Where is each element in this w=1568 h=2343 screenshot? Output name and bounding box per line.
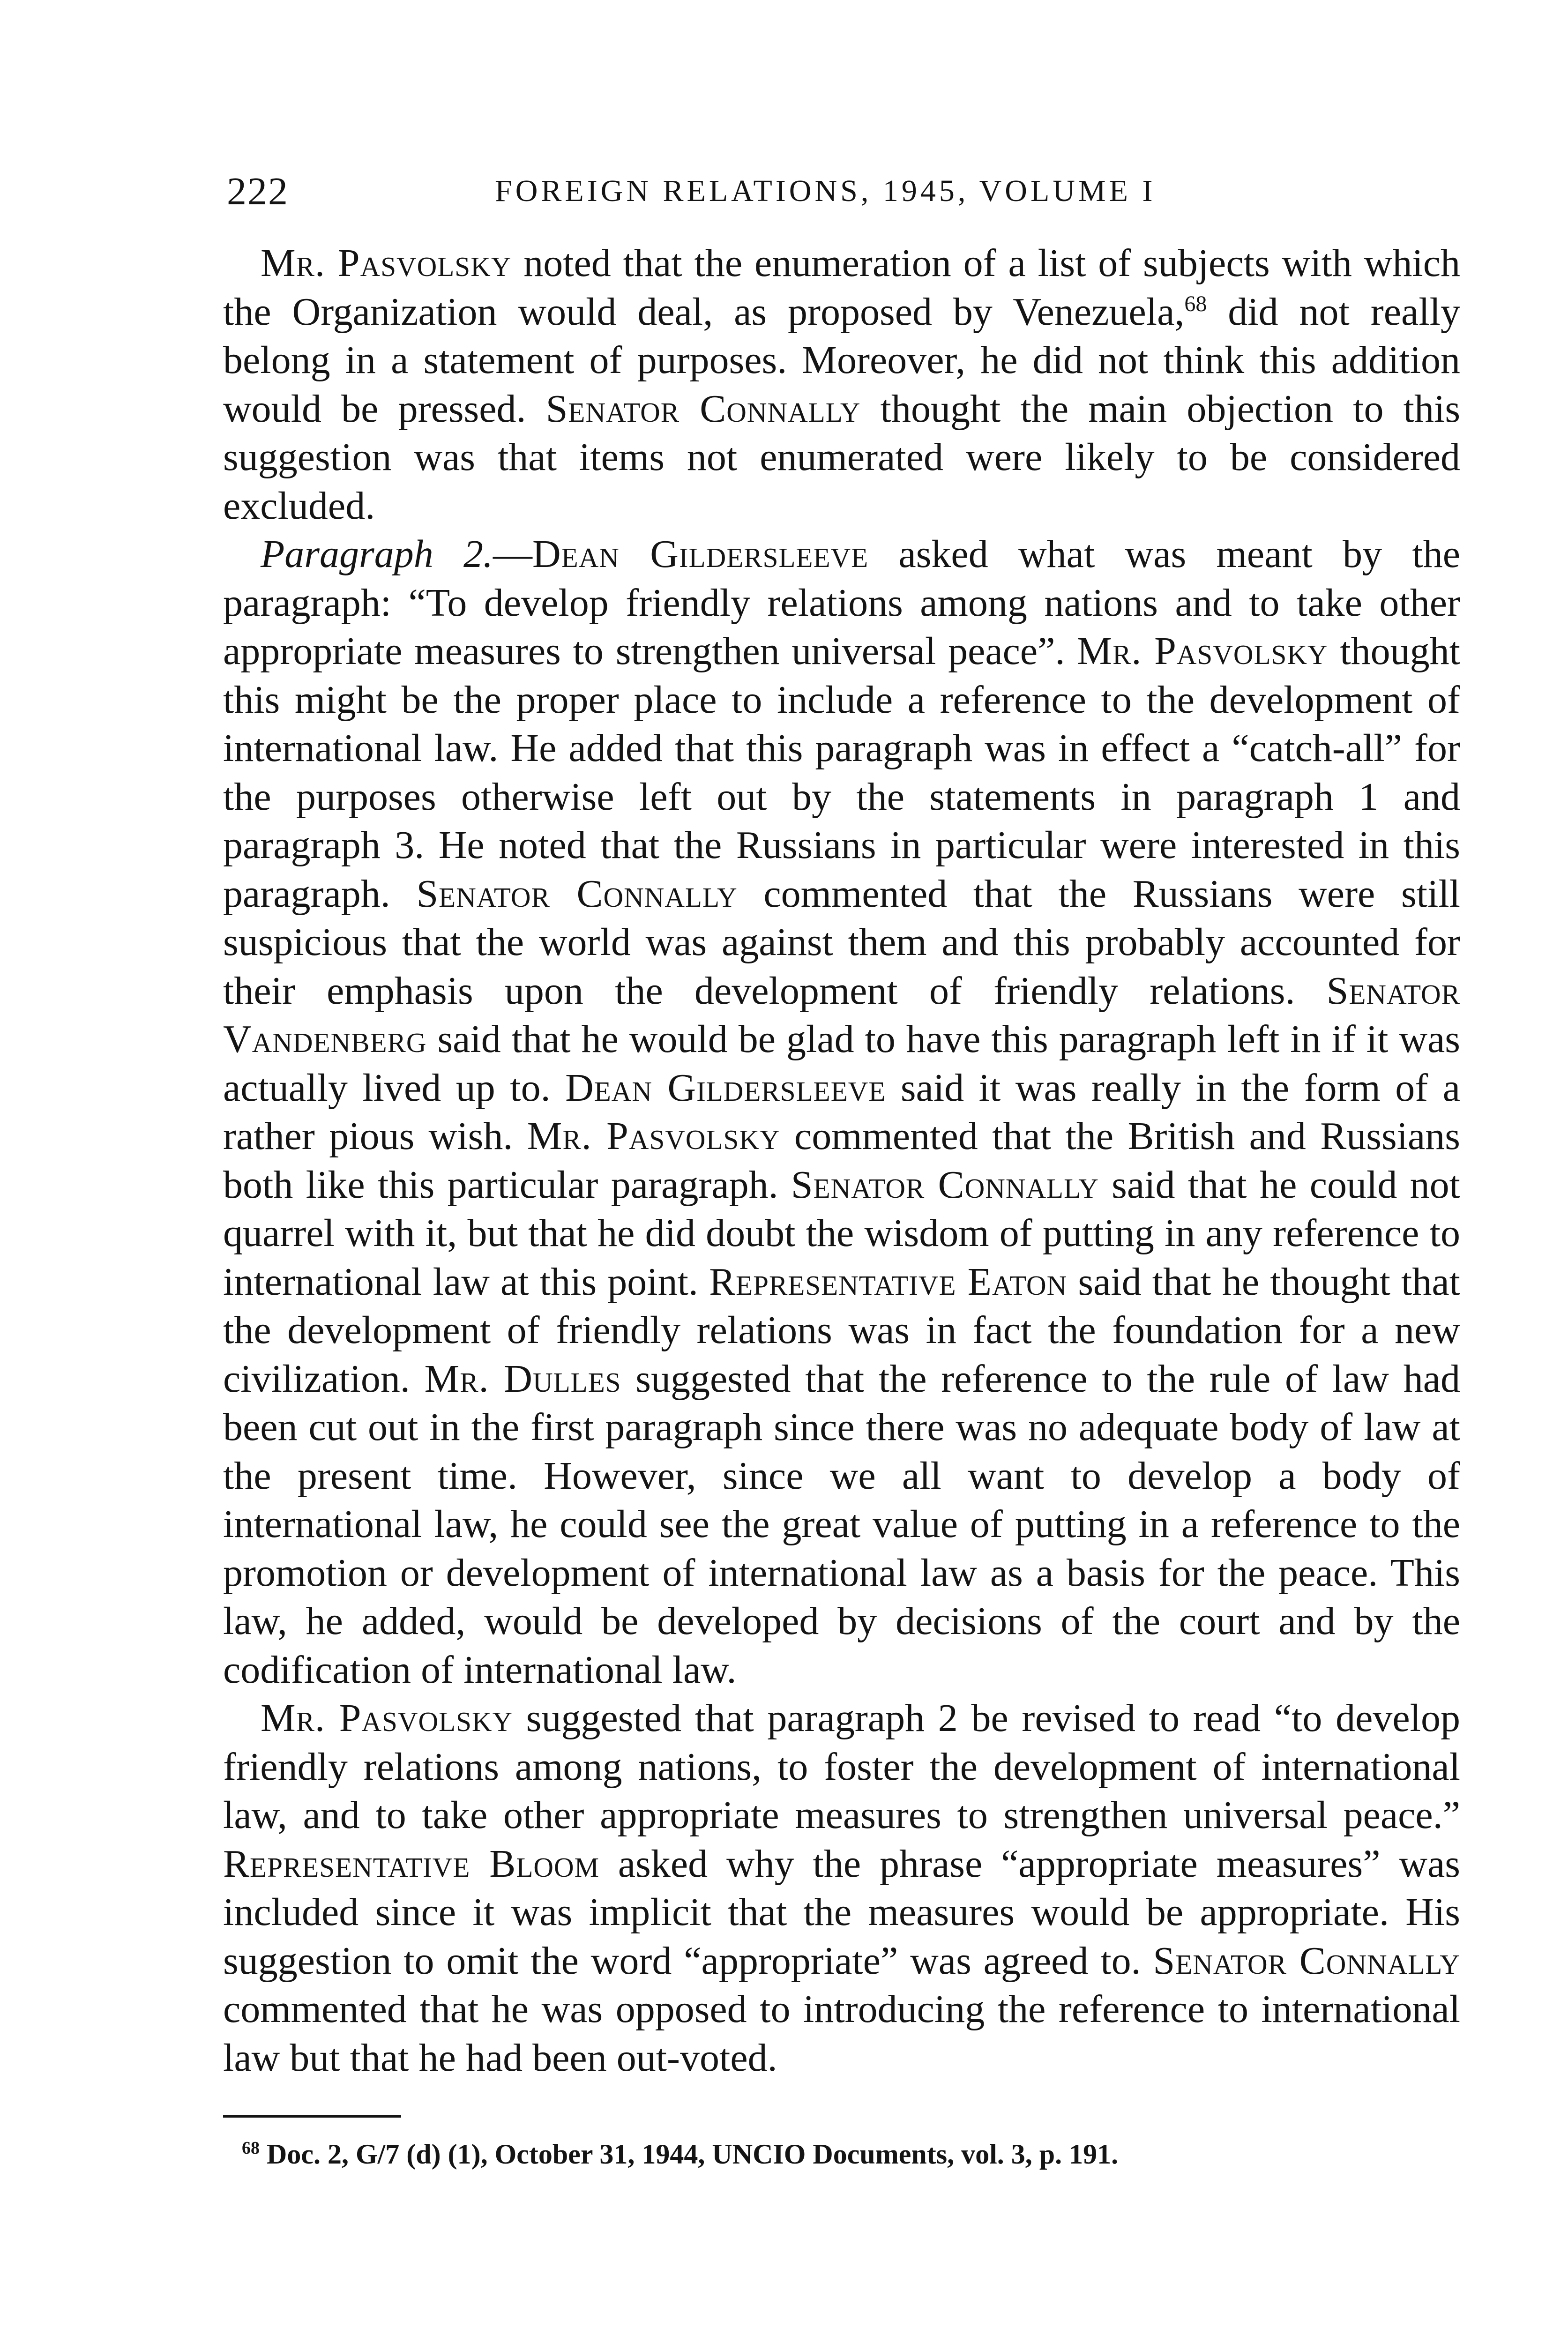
speaker-name: Mr. Pasvolsky — [527, 1114, 780, 1158]
paragraph-text: noted that the enumeration of a list of subjects with which the Organization would deal, as proposed by Venezuela, — [223, 241, 1460, 334]
speaker-name: Representative Bloom — [223, 1842, 600, 1886]
paragraph-revision-suggestion — [223, 1694, 1460, 2082]
paragraph-text: said that he thought that the development of friendly relations was in fact the foundation for a new civilization. — [223, 1260, 1460, 1401]
em-dash: — — [493, 532, 532, 576]
paragraph-text: commented that the British and Russians both like this particular paragraph. — [223, 1114, 1460, 1207]
speaker-name: Senator Vandenberg — [223, 969, 1460, 1061]
speaker-name: Mr. Pasvolsky — [261, 1696, 513, 1740]
speaker-name: Mr. Pasvolsky — [261, 241, 512, 285]
page-body — [223, 169, 1460, 2173]
paragraph-text: asked why the phrase “appropriate measures” was included since it was implicit that the measures would be appropriate. His suggestion to omit the word “appropriate” was agreed to. — [223, 1842, 1460, 1983]
speaker-name: Dean Gildersleeve — [565, 1066, 886, 1110]
running-header — [223, 169, 1460, 220]
paragraph-text: did not really belong in a statement of purposes. Moreover, he did not think this addition would be pressed. — [223, 290, 1461, 431]
footnote-divider — [223, 2115, 401, 2118]
section-heading: Paragraph 2. — [261, 532, 493, 576]
page-number: 222 — [227, 170, 289, 213]
paragraph-text: asked what was meant by the paragraph: “To develop friendly relations among nations and to take other appropriate measures to strengthen universal peace”. — [223, 532, 1460, 673]
speaker-name: Dean Gildersleeve — [532, 532, 869, 576]
paragraph-paragraph-2-discussion — [223, 530, 1460, 1694]
paragraph-text: thought this might be the proper place to include a reference to the development of international law. He added that this paragraph was in effect a “catch-all” for the purposes otherwise left out by the statements in paragraph 1 and paragraph 3. He noted that the Russians in particular were interested in this paragraph. — [223, 629, 1460, 916]
paragraph-text: said it was really in the form of a rather pious wish. — [223, 1066, 1460, 1158]
running-title: FOREIGN RELATIONS, 1945, VOLUME I — [495, 174, 1156, 208]
speaker-name: Senator Connally — [1153, 1939, 1460, 1983]
speaker-name: Mr. Dulles — [424, 1357, 621, 1401]
footnote — [223, 2135, 1460, 2173]
paragraph-text: commented that he was opposed to introducing the reference to international law but that he had been out-voted. — [223, 1987, 1460, 2080]
speaker-name: Senator Connally — [545, 387, 861, 431]
speaker-name: Representative Eaton — [709, 1260, 1068, 1304]
paragraph-text: thought the main objection to this suggestion was that items not enumerated were likely to be considered excluded. — [223, 387, 1461, 528]
paragraph-pasvolsky-enumeration — [223, 239, 1460, 530]
speaker-name: Senator Connally — [791, 1163, 1099, 1207]
speaker-name: Mr. Pasvolsky — [1077, 629, 1328, 673]
footnote-mark: 68 — [242, 2138, 260, 2158]
paragraph-text: suggested that paragraph 2 be revised to read “to develop friendly relations among nations, to foster the development of international law, and to take other appropriate measures to strengthen universal peace.” — [223, 1696, 1460, 1837]
paragraph-text: said that he would be glad to have this paragraph left in if it was actually lived up to. — [223, 1017, 1460, 1110]
speaker-name: Senator Connally — [416, 872, 738, 916]
footnote-text: Doc. 2, G/7 (d) (1), October 31, 1944, UNCIO Documents, vol. 3, p. 191. — [260, 2139, 1119, 2170]
footnote-reference: 68 — [1184, 291, 1207, 316]
paragraph-text: suggested that the reference to the rule of law had been cut out in the first paragraph since there was no adequate body of law at the present time. However, since we all want to develop a body of international law, he could see the great value of putting in a reference to the promotion or development of international law as a basis for the peace. This law, he added, would be developed by decisions of the court and by the codification of international law. — [223, 1357, 1460, 1692]
paragraph-text: commented that the Russians were still suspicious that the world was against them and this probably accounted for their emphasis upon the development of friendly relations. — [223, 872, 1461, 1013]
paragraph-text: said that he could not quarrel with it, but that he did doubt the wisdom of putting in any reference to international law at this point. — [223, 1163, 1460, 1304]
